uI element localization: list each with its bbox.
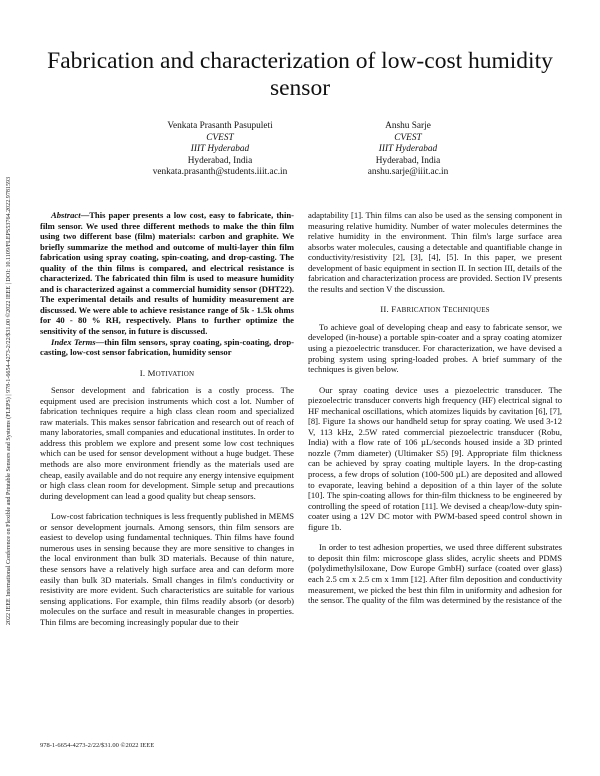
abstract	[40, 210, 294, 337]
author-dept: CVEST	[394, 132, 422, 143]
abstract-text: —This paper presents a low cost, easy to fabricate, thin-film sensor. We used three different methods to make the thin film using two different base (film) materials: carbon and graphite. We briefly summarize the method and outcome of multi-layer thin film fabrication using spray coating, spin-coating, and drop-casting. The quality of the thin films is compared, and electrical resistance is characterized. The fabricated thin film is used to measure humidity and is characterized against a commercial humidity sensor (DHT22). The experimental details and results of humidity measurement are discussed. We were able to achieve resistance range of 5k - 1.5k ohms for 40 - 80 % RH, respectively. Plans to further optimize the sensitivity of the sensor, in future is discussed.	[40, 210, 294, 337]
author-email: anshu.sarje@iiit.ac.in	[367, 167, 449, 178]
paragraph: Our spray coating device uses a piezoelectric transducer. The piezoelectric transducer converts high frequency (HF) electrical signal to HF mechanical oscillations, which atomizes liquids by cavitation [6], [7], [8]. Figure 1a shows our handheld setup for spray coating. We used 3-12 V, 113 kHz, 2.5W rated commercial piezoelectric transducer (Robu, India) with a flow rate of 106 µL/seconds housed inside a 3D printed nozzle (7mm diameter) (Ultimaker S5) [9]. Appropriate film thickness can be achieved by spray coating multiple layers. In the drop-casting process, a few drops of solution (100-500 µL) are deposited and allowed to evaporate, leaving behind a deposition of a thin layer of the solute [10]. The spin-coating allows for thin-film thickness to be engineered by controlling the speed of rotation [11]. We devised a cheap/low-duty spin-coater using a 12V DC motor with PWM-based speed control shown in figure 1b.	[308, 384, 562, 532]
author-name: Venkata Prasanth Pasupuleti	[167, 121, 273, 131]
paper-title: Fabrication and characterization of low-cost humidity sensor	[47, 48, 553, 101]
paragraph: adaptability [1]. Thin films can also be used as the sensing component in measuring relative humidity. Number of water molecules determines the relative humidity in the environment. Thin film's large surface area absorbs water molecules, causing a detectable and quantifiable change in conductivity/resistivity [2], [3], [4], [5]. In this paper, we present development of basic equipment in section II. In section III, details of the fabrication and characterization process are provided. Section IV presents the results and section V the discussion.	[308, 210, 562, 294]
index-terms-label: Index Terms	[51, 336, 96, 347]
paragraph: In order to test adhesion properties, we used three different substrates to deposit thin film: microscope glass slides, acrylic sheets and PDMS (polydimethylsiloxane, Dow Europe GmbH) surface (coated over glass) each 2.5 cm x 2.5 cm x 1mm [12]. After film deposition and conductivity measurement, we picked the best thin film in uniformity and adhesion for the sensor. The quality of the film was determined by the resistance of the	[308, 542, 562, 606]
abstract-label: Abstract	[51, 210, 81, 220]
section-heading-fabrication: II. FABRICATION TECHNIQUES	[380, 304, 490, 315]
author-city: Hyderabad, India	[187, 155, 253, 166]
index-terms-text: —thin film sensors, spray coating, spin-coating, drop-casting, low-cost sensor fabrication, humidity sensor	[40, 336, 294, 358]
author-block-2	[308, 121, 508, 179]
paragraph: Sensor development and fabrication is a costly process. The equipment used are precision instruments which cost a lot. Number of fabrication techniques require a high class clean room and specialized raw materials. This makes sensor fabrication and research out of reach of many laboratories, small companies and educational institutes. In order to address this problem we explore and present some low cost techniques which can be used for sensor development without a huge budget. These methods are also more environment friendly as the materials used are cheap, easily available and do not require any energy intensive equipment or high class clean room for development. Simple setup and precautions during development can lead a good quality but cheap sensors.	[40, 385, 294, 501]
paragraph: Low-cost fabrication techniques is less frequently published in MEMS or sensor development journals. Among sensors, thin film sensors are easiest to develop using fundamental techniques. Thin films have found numerous uses in sensing because they are more sensitive to changes in the local environment than bulk 3D materials. Because of thin nature, these sensors have a relatively high surface area and can deform more easily than bulk 3D materials. Small changes in film's conductivity or resistivity are more evident. Such characteristics are suitable for various sensing applications. For example, thin films readily absorb (or desorb) molecules on the surface and result in measurable changes in properties. Thin films are becoming increasingly popular due to their	[40, 511, 294, 627]
left-column	[40, 210, 294, 627]
page-footer: 978-1-6654-4273-2/22/$31.00 ©2022 IEEE	[40, 742, 155, 749]
sidebar-citation	[3, 96, 15, 706]
author-email: venkata.prasanth@students.iiit.ac.in	[152, 167, 288, 178]
sidebar-citation-text: 2022 IEEE International Conference on Flexible and Printable Sensors and Systems (FLEPS) | 978-1-6654-4273-2/22/$31.00 ©2022 IEEE | DOI: 10.1109/FLEPS53764.2022.9781593	[6, 176, 12, 626]
section-heading-motivation: I. MOTIVATION	[139, 367, 195, 378]
author-institute: IIIT Hyderabad	[190, 144, 250, 155]
author-block-1	[120, 121, 320, 179]
author-city: Hyderabad, India	[375, 155, 441, 166]
paragraph: To achieve goal of developing cheap and easy to fabricate sensor, we developed (in-house) a portable spin-coater and a spray coating atomizer using a piezoelectric transducer. For characterization, we have devised a probing system using spring-loaded probes. A brief summary of the techniques is given below.	[308, 321, 562, 375]
author-dept: CVEST	[206, 132, 234, 143]
author-name: Anshu Sarje	[385, 121, 431, 131]
author-institute: IIIT Hyderabad	[378, 144, 438, 155]
right-column	[308, 210, 562, 606]
index-terms	[40, 337, 294, 358]
